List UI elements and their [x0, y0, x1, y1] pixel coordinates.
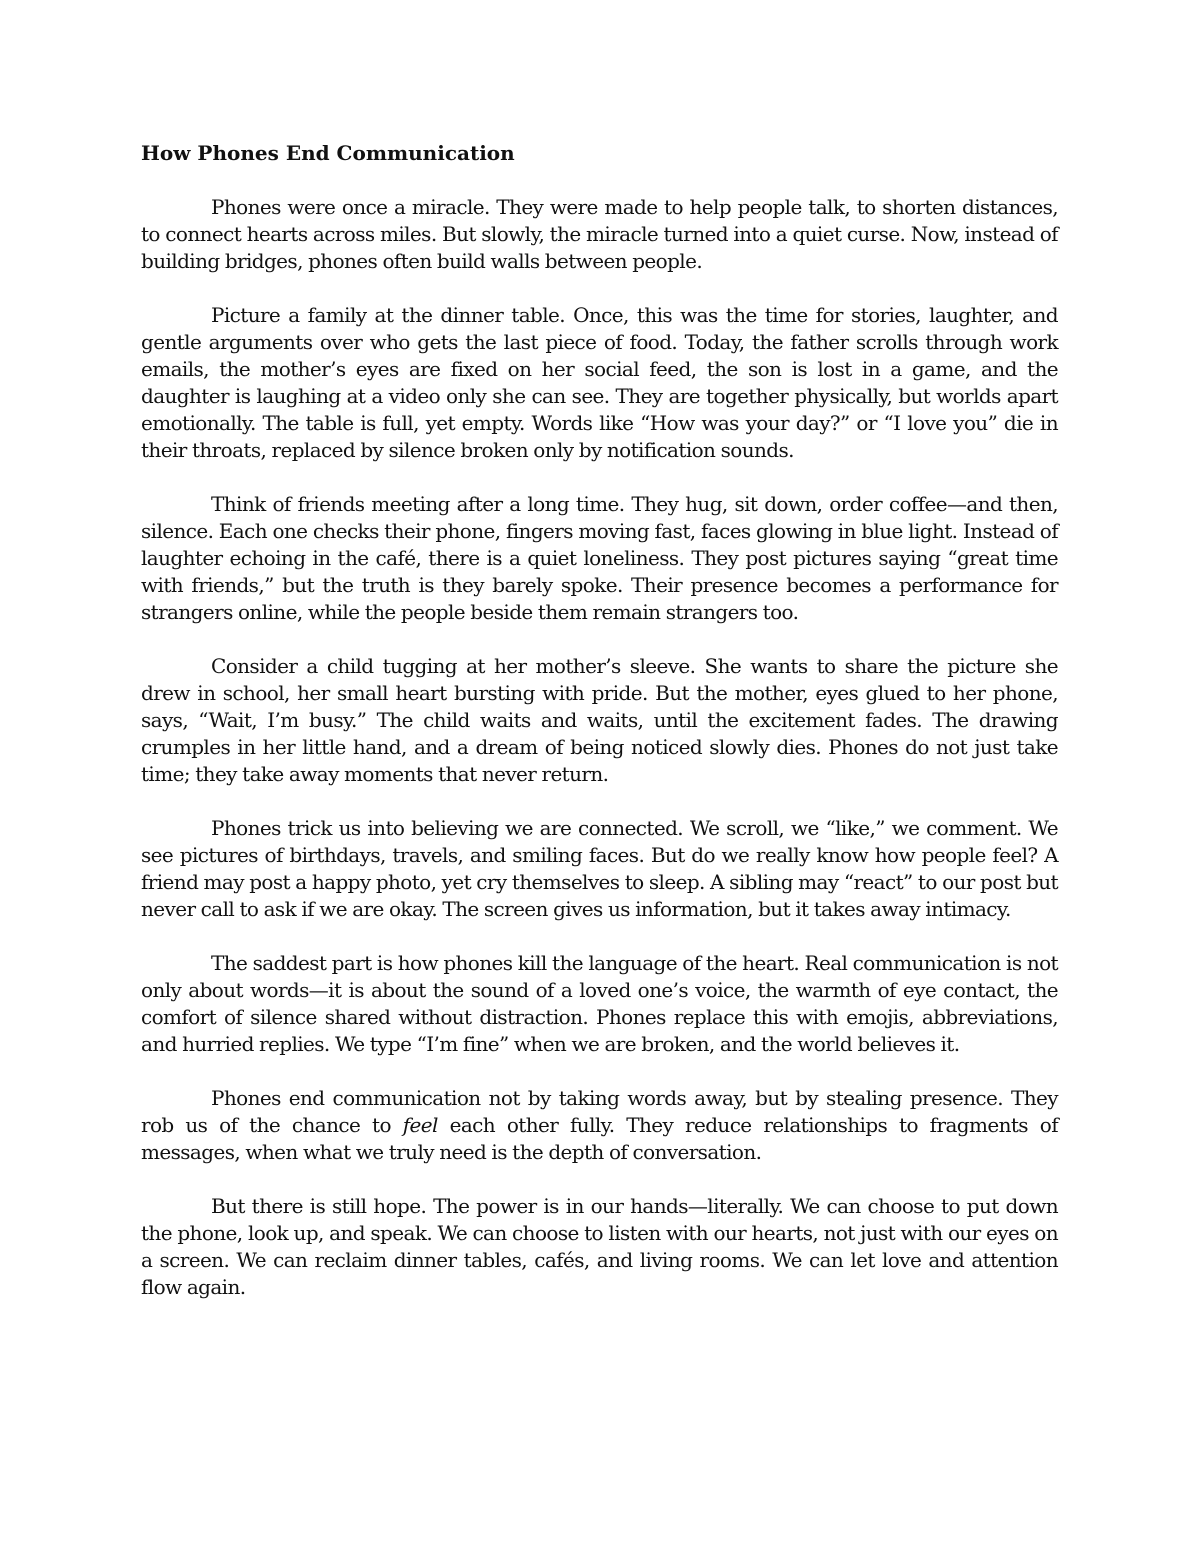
paragraph-4: Consider a child tugging at her mother’s sleeve. She wants to share the picture she drew in school, her small heart bursting with pride. But the mother, eyes glued to her phone, says, “Wait, I’m busy.” The child waits and waits, until the excitement fades. The drawing crumples in her little hand, and a dream of being noticed slowly dies. Phones do not just take time; they take away moments that never return. — [141, 654, 1058, 786]
paragraph-7-before: Phones end communication not by taking words away, but by stealing presence. They rob us of the chance to — [141, 1086, 1058, 1137]
paragraph-8: But there is still hope. The power is in our hands—literally. We can choose to put down the phone, look up, and speak. We can choose to listen with our hearts, not just with our eyes on a screen. We can reclaim dinner tables, cafés, and living rooms. We can let love and attention flow again. — [141, 1194, 1058, 1299]
paragraph-7-emphasis: feel — [402, 1113, 438, 1137]
paragraph-7-after: each other fully. They reduce relationships to fragments of messages, when what we truly need is the depth of conversation. — [141, 1113, 1058, 1164]
paragraph-3: Think of friends meeting after a long time. They hug, sit down, order coffee—and then, silence. Each one checks their phone, fingers moving fast, faces glowing in blue light. Instead of laughter echoing in the café, there is a quiet loneliness. They post pictures saying “great time with friends,” but the truth is they barely spoke. Their presence becomes a performance for strangers online, while the people beside them remain strangers too. — [141, 492, 1058, 624]
document-body — [141, 140, 1058, 1301]
paragraph-5: Phones trick us into believing we are connected. We scroll, we “like,” we comment. We see pictures of birthdays, travels, and smiling faces. But do we really know how people feel? A friend may post a happy photo, yet cry themselves to sleep. A sibling may “react” to our post but never call to ask if we are okay. The screen gives us information, but it takes away intimacy. — [141, 816, 1058, 921]
paragraph-7 — [141, 1085, 1058, 1166]
paragraph-1: Phones were once a miracle. They were made to help people talk, to shorten distances, to connect hearts across miles. But slowly, the miracle turned into a quiet curse. Now, instead of building bridges, phones often build walls between people. — [141, 195, 1058, 273]
paragraph-2: Picture a family at the dinner table. Once, this was the time for stories, laughter, and gentle arguments over who gets the last piece of food. Today, the father scrolls through work emails, the mother’s eyes are fixed on her social feed, the son is lost in a game, and the daughter is laughing at a video only she can see. They are together physically, but worlds apart emotionally. The table is full, yet empty. Words like “How was your day?” or “I love you” die in their throats, replaced by silence broken only by notification sounds. — [141, 303, 1058, 462]
paragraph-6: The saddest part is how phones kill the language of the heart. Real communication is not only about words—it is about the sound of a loved one’s voice, the warmth of eye contact, the comfort of silence shared without distraction. Phones replace this with emojis, abbreviations, and hurried replies. We type “I’m fine” when we are broken, and the world believes it. — [141, 951, 1058, 1056]
document-title: How Phones End Communication — [141, 141, 515, 165]
